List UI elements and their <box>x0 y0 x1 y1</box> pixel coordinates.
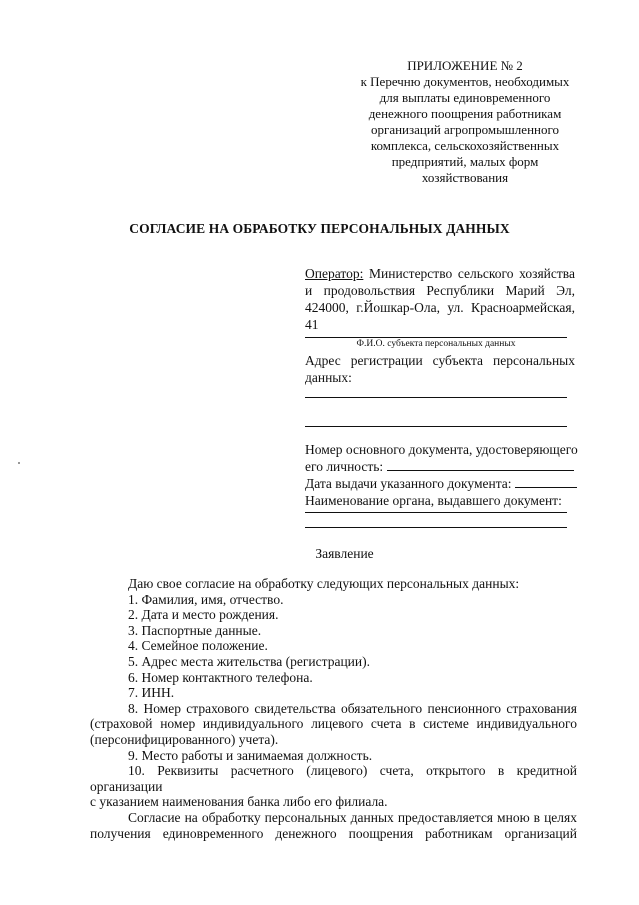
consent-item-10: 10. Реквизиты расчетного (лицевого) счета, открытого в кредитной организации <box>90 763 577 794</box>
consent-item: 6. Номер контактного телефона. <box>128 669 313 685</box>
appendix-line: организаций агропромышленного <box>370 122 559 137</box>
issue-date-row <box>305 475 575 492</box>
issuer-label: Наименование органа, выдавшего документ: <box>305 493 562 508</box>
consent-item-8: 8. Номер страхового свидетельства обязательного пенсионного страхования <box>128 700 577 716</box>
consent-closing-cont: получения единовременного денежного поощрения работникам организаций <box>90 825 577 841</box>
address-fill-line[interactable] <box>305 426 567 427</box>
issue-date-fill-line[interactable] <box>515 475 577 488</box>
operator-label: Оператор: <box>305 266 364 281</box>
appendix-line: хозяйствования <box>421 170 509 185</box>
id-doc-label: его личность: <box>305 459 384 474</box>
consent-item: 2. Дата и место рождения. <box>128 607 279 623</box>
appendix-line: денежного поощрения работникам <box>368 106 562 121</box>
id-doc-fill-line[interactable] <box>387 458 574 471</box>
consent-item-8-end: (персонифицированного) учета). <box>90 731 279 747</box>
document-title: СОГЛАСИЕ НА ОБРАБОТКУ ПЕРСОНАЛЬНЫХ ДАННЫХ <box>129 221 510 236</box>
statement-heading: Заявление <box>315 546 374 561</box>
appendix-heading: ПРИЛОЖЕНИЕ № 2 <box>407 58 523 73</box>
appendix-line: для выплаты единовременного <box>379 90 551 105</box>
scan-dot <box>18 462 20 464</box>
fio-fill-line[interactable] <box>305 337 567 338</box>
consent-intro: Даю свое согласие на обработку следующих персональных данных: <box>128 576 520 591</box>
consent-item-9: 9. Место работы и занимаемая должность. <box>128 747 373 763</box>
address-label: Адрес регистрации субъекта персональных данных: <box>305 353 575 385</box>
issue-date-label: Дата выдачи указанного документа: <box>305 476 512 491</box>
appendix-line: к Перечню документов, необходимых <box>360 74 570 89</box>
consent-item-10-end: с указанием наименования банка либо его филиала. <box>90 794 388 810</box>
operator-block <box>305 265 575 333</box>
consent-item: 3. Паспортные данные. <box>128 622 262 638</box>
consent-item-8-cont: (страховой номер индивидуального лицевого счета в системе индивидуального <box>90 716 577 732</box>
address-fill-line[interactable] <box>305 397 567 398</box>
appendix-line: предприятий, малых форм <box>391 154 539 169</box>
consent-item: 7. ИНН. <box>128 685 175 701</box>
consent-closing: Согласие на обработку персональных данных предоставляется мною в целях <box>128 809 577 825</box>
consent-item: 5. Адрес места жительства (регистрации). <box>128 653 370 669</box>
fio-caption: Ф.И.О. субъекта персональных данных <box>356 339 516 349</box>
consent-item: 1. Фамилия, имя, отчество. <box>128 591 284 607</box>
appendix-line: комплекса, сельскохозяйственных <box>370 138 560 153</box>
id-doc-line-2 <box>305 458 575 475</box>
appendix-header <box>360 58 570 186</box>
consent-body <box>90 576 577 841</box>
operator-text: Министерство сельского хозяйства и продовольствия Республики Марий Эл, 424000, г.Йошкар-Ола, ул. Красноармейская, 41 <box>305 266 575 332</box>
identity-document-block <box>305 441 578 509</box>
consent-item: 4. Семейное положение. <box>128 638 268 654</box>
id-doc-line: Номер основного документа, удостоверяющего <box>305 442 578 457</box>
issuer-fill-line[interactable] <box>305 512 567 513</box>
issuer-fill-line[interactable] <box>305 527 567 528</box>
